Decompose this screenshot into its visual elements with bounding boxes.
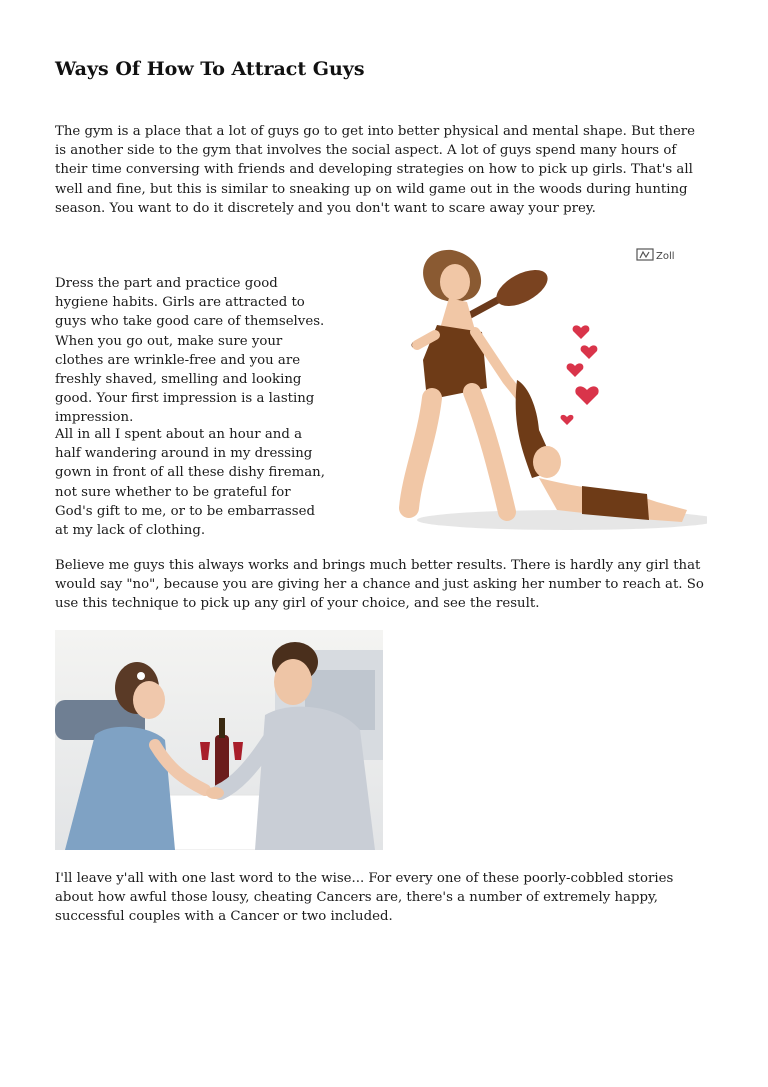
paragraph-dressing-gown: All in all I spent about an hour and a half wandering around in my dressing gown in front of all these dishy fireman, not sure whether to be grateful for God's gift to me, or to be embarrassed at my lack of clothing.	[55, 427, 325, 539]
caveman-cartoon-illustration	[357, 240, 707, 540]
paragraph-gym: The gym is a place that a lot of guys go to get into better physical and mental shape. But there is another side to the gym that involves the social aspect. A lot of guys spend many hours of their time conversing with friends and developing strategies on how to pick up girls. That's all well and fine, but this is similar to sneaking up on wild game out in the woods during hunting season. You want to do it discretely and you don't want to scare away your prey.	[55, 124, 696, 216]
paragraph-believe-me: Believe me guys this always works and brings much better results. There is hardly any girl that would say "no", because you are giving her a chance and just asking her number to reach at. So use this technique to pick up any girl of your choice, and see the result.	[55, 558, 704, 612]
page-title: Ways Of How To Attract Guys	[55, 58, 365, 80]
hearts-decoration	[561, 325, 599, 425]
club-head	[491, 262, 554, 313]
paragraph-dress: Dress the part and practice good hygiene habits. Girls are attracted to guys who take good care of themselves. When you go out, make sure your clothes are wrinkle-free and you are freshly shaved, smelling and looking good. Your first impression is a lasting impression.	[55, 276, 325, 426]
signature-text: Zoll	[656, 251, 675, 262]
artist-signature	[637, 249, 675, 262]
paragraph-last-word: I'll leave y'all with one last word to the wise... For every one of these poorly-cobbled stories about how awful those lousy, cheating Cancers are, there's a number of extremely happy, successful couples with a Cancer or two included.	[55, 871, 674, 925]
caveman-figure	[516, 380, 687, 522]
couple-dinner-photo	[55, 630, 383, 850]
